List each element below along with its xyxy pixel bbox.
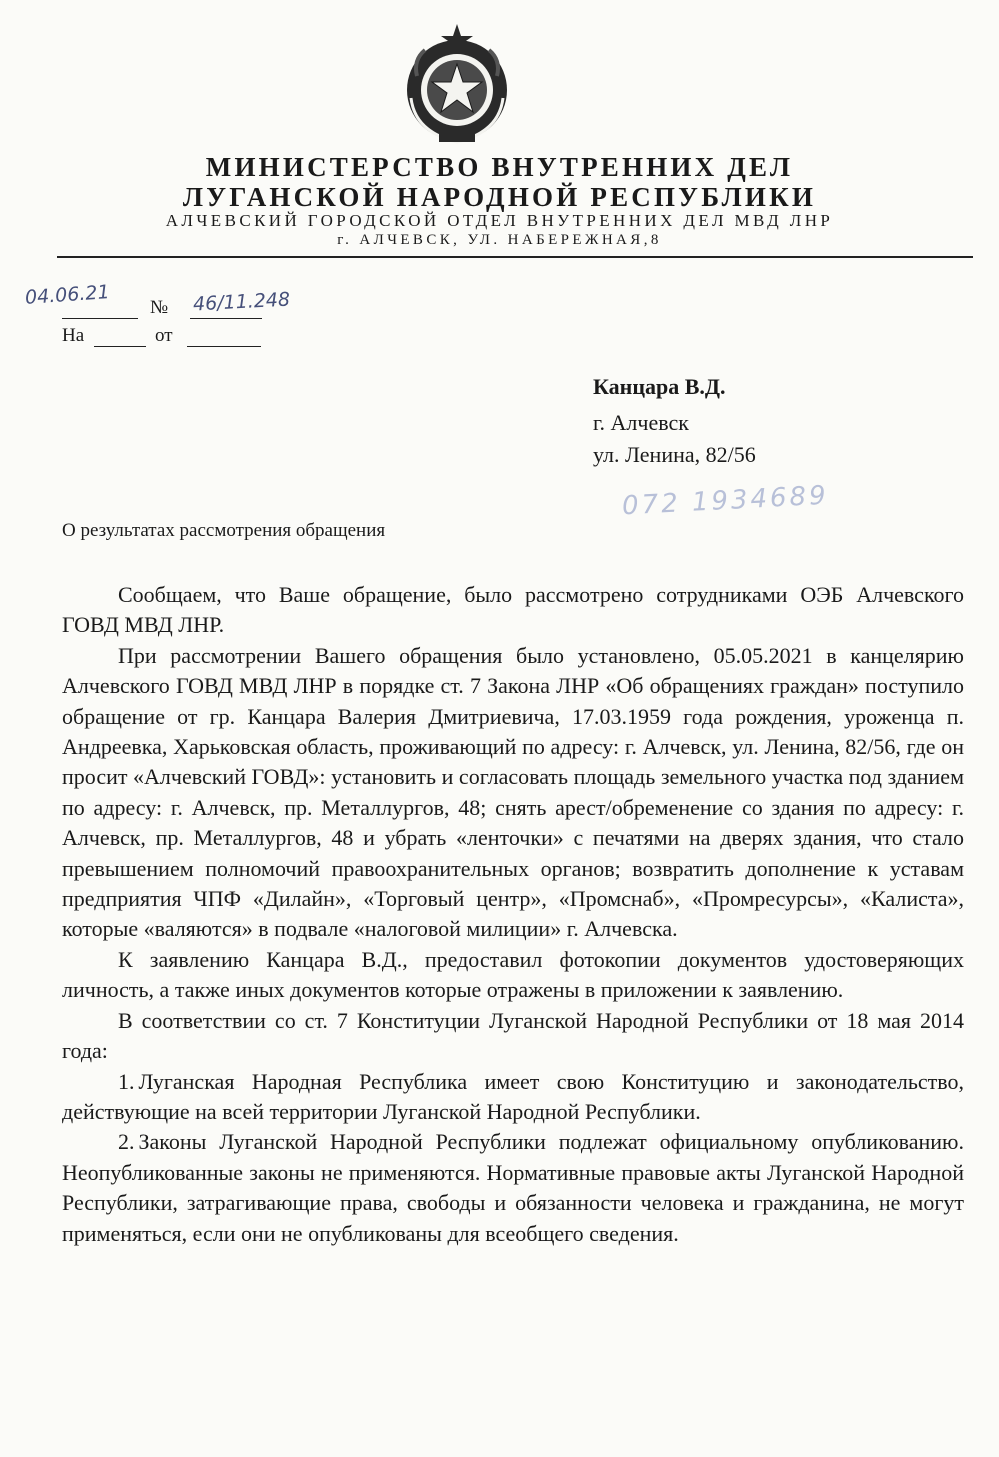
state-emblem xyxy=(395,20,519,150)
na-underline xyxy=(94,346,146,347)
handwritten-phone: 072 1934689 xyxy=(621,480,830,522)
paragraph-1: Сообщаем, что Ваше обращение, было рассмотрено сотрудниками ОЭБ Алчевского ГОВД МВД ЛНР. xyxy=(62,582,964,638)
list-item xyxy=(62,1127,964,1249)
ministry-title: МИНИСТЕРСТВО ВНУТРЕННИХ ДЕЛ xyxy=(205,152,794,182)
number-underline xyxy=(190,318,262,319)
list-item xyxy=(62,1067,964,1128)
handwritten-number: 46/11.248 xyxy=(192,288,291,316)
list-item-number: 1. xyxy=(118,1068,135,1094)
addressee-city: г. Алчевск xyxy=(593,410,689,435)
list-item-text: Луганская Народная Республика имеет свою Конституцию и законодательство, действующие на всей территории Луганской Народной Республики. xyxy=(62,1068,964,1124)
ot-label: от xyxy=(155,325,173,346)
department-address: г. АЛЧЕВСК, УЛ. НАБЕРЕЖНАЯ,8 xyxy=(337,232,662,248)
date-underline xyxy=(62,318,138,319)
number-label: № xyxy=(150,297,169,318)
list-item-number: 2. xyxy=(118,1129,135,1155)
list-item-text: Законы Луганской Народной Республики подлежат официальному опубликованию. Неопубликованные законы не применяются. Нормативные правовые акты Луганской Народной Республики, затрагивающие права, свободы и обязанности человека и гражданина, не могут применяться, если они не опубликованы для всеобщего сведения. xyxy=(62,1129,964,1246)
addressee-street: ул. Ленина, 82/56 xyxy=(593,442,756,467)
addressee-name: Канцара В.Д. xyxy=(593,374,726,399)
paragraph-2: При рассмотрении Вашего обращения было установлено, 05.05.2021 в канцелярию Алчевского ГОВД МВД ЛНР в порядке ст. 7 Закона ЛНР «Об обращениях граждан» поступило обращение от гр. Канцара Валерия Дмитриевича, 17.03.1959 года рождения, уроженца п. Андреевка, Харьковская область, проживающий по адресу: г. Алчевск, ул. Ленина, 82/56, где он просит «Алчевский ГОВД»: установить и согласовать площадь земельного участка под зданием по адресу: г. Алчевск, пр. Металлургов, 48; снять арест/обременение со здания по адресу: г. Алчевск, пр. Металлургов, 48 и убрать «ленточки» с печатями на дверях здания, что стало превышением полномочий правоохранительных органов; возвратить дополнение к уставам предприятия ЧПФ «Дилайн», «Торговый центр», «Промснаб», «Промресурсы», «Калиста», которые «валяются» в подвале «налоговой милиции» г. Алчевска. xyxy=(62,642,964,942)
paragraph-4: В соответствии со ст. 7 Конституции Луганской Народной Республики от 18 мая 2014 года: xyxy=(62,1007,964,1064)
ot-underline xyxy=(187,346,261,347)
department-title: АЛЧЕВСКИЙ ГОРОДСКОЙ ОТДЕЛ ВНУТРЕННИХ ДЕЛ МВД ЛНР xyxy=(165,211,834,230)
na-label: На xyxy=(62,325,85,346)
header-divider xyxy=(57,256,973,258)
letter-subject: О результатах рассмотрения обращения xyxy=(62,520,386,541)
handwritten-date: 04.06.21 xyxy=(24,281,111,309)
letter-body xyxy=(62,580,964,1249)
republic-title: ЛУГАНСКОЙ НАРОДНОЙ РЕСПУБЛИКИ xyxy=(182,182,817,212)
paragraph-3: К заявлению Канцара В.Д., предоставил фотокопии документов удостоверяющих личность, а также иных документов которые отражены в приложении к заявлению. xyxy=(62,946,964,1003)
